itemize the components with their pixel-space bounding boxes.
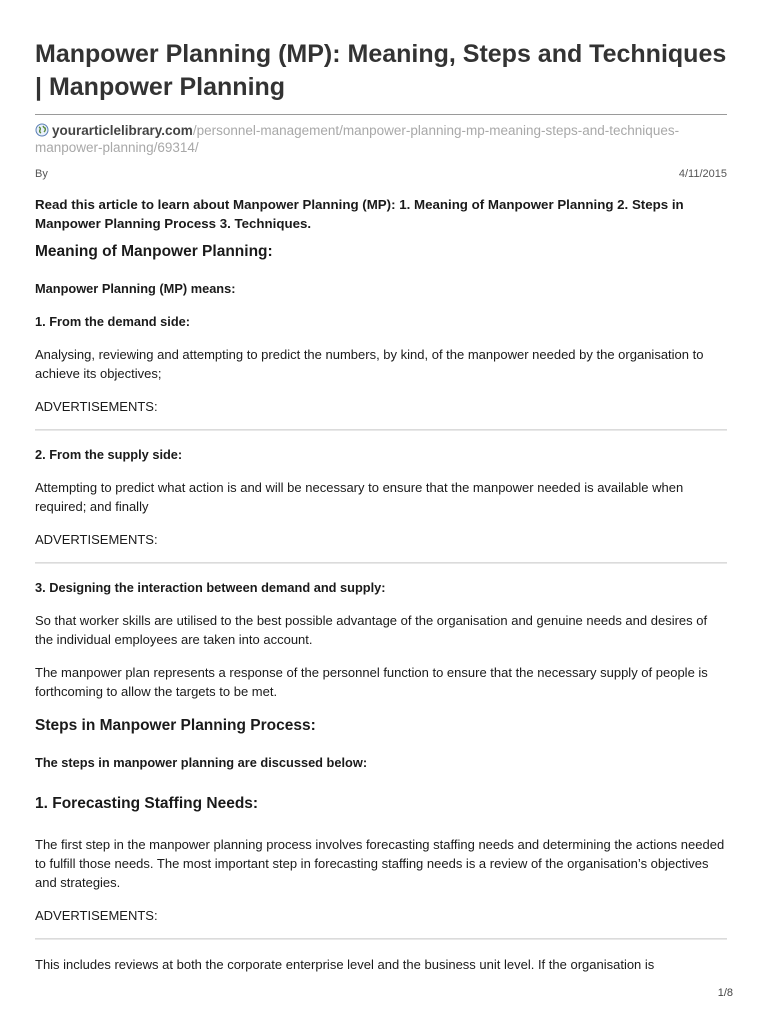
lead-paragraph: Read this article to learn about Manpower Planning (MP): 1. Meaning of Manpower Planning 2. Steps in Manpower Planning Process 3. Techniques. bbox=[35, 197, 684, 231]
heading-meaning: Meaning of Manpower Planning: bbox=[35, 243, 273, 260]
source-domain[interactable]: yourarticlelibrary.com bbox=[52, 123, 193, 138]
ad-divider bbox=[35, 429, 727, 431]
globe-icon bbox=[35, 123, 49, 137]
ad-divider bbox=[35, 938, 727, 940]
page-number: 1/8 bbox=[717, 987, 733, 999]
heading-steps: Steps in Manpower Planning Process: bbox=[35, 717, 316, 734]
article bbox=[35, 0, 727, 972]
interaction-paragraph: So that worker skills are utilised to the best possible advantage of the organisation and genuine needs and desires of the individual employees are taken into account. bbox=[35, 613, 708, 647]
demand-heading: 1. From the demand side: bbox=[35, 314, 191, 329]
steps-intro: The steps in manpower planning are discussed below: bbox=[35, 755, 368, 770]
plan-paragraph: The manpower plan represents a response of the personnel function to ensure that the necessary supply of people is forthcoming to allow the targets to be met. bbox=[35, 665, 708, 699]
interaction-heading: 3. Designing the interaction between demand and supply: bbox=[35, 580, 386, 595]
ad-label: ADVERTISEMENTS: bbox=[35, 532, 158, 547]
title-divider bbox=[35, 114, 727, 115]
forecast-paragraph: The first step in the manpower planning process involves forecasting staffing needs and determining the actions needed to fulfill those needs. The most important step in forecasting staffing needs is a review of the organisation’s objectives and strategies. bbox=[35, 837, 725, 890]
byline: By bbox=[35, 168, 48, 180]
publish-date: 4/11/2015 bbox=[678, 168, 727, 180]
article-title: Manpower Planning (MP): Meaning, Steps and Techniques | Manpower Planning bbox=[35, 40, 727, 101]
meta-row bbox=[35, 168, 727, 180]
ad-label: ADVERTISEMENTS: bbox=[35, 908, 158, 923]
mp-means-text: Manpower Planning (MP) means: bbox=[35, 281, 236, 296]
reviews-paragraph: This includes reviews at both the corporate enterprise level and the business unit level. If the organisation is bbox=[35, 957, 655, 972]
supply-paragraph: Attempting to predict what action is and will be necessary to ensure that the manpower needed is available when required; and finally bbox=[35, 480, 684, 514]
source-path[interactable]: /personnel-management/manpower-planning-mp-meaning-steps-and-techniques-manpower-planning/69314/ bbox=[35, 123, 680, 155]
demand-paragraph: Analysing, reviewing and attempting to predict the numbers, by kind, of the manpower needed by the organisation to achieve its objectives; bbox=[35, 347, 704, 381]
heading-forecast: 1. Forecasting Staffing Needs: bbox=[35, 795, 259, 812]
source-url[interactable] bbox=[35, 122, 727, 156]
supply-heading: 2. From the supply side: bbox=[35, 447, 183, 462]
ad-divider bbox=[35, 562, 727, 564]
ad-label: ADVERTISEMENTS: bbox=[35, 399, 158, 414]
